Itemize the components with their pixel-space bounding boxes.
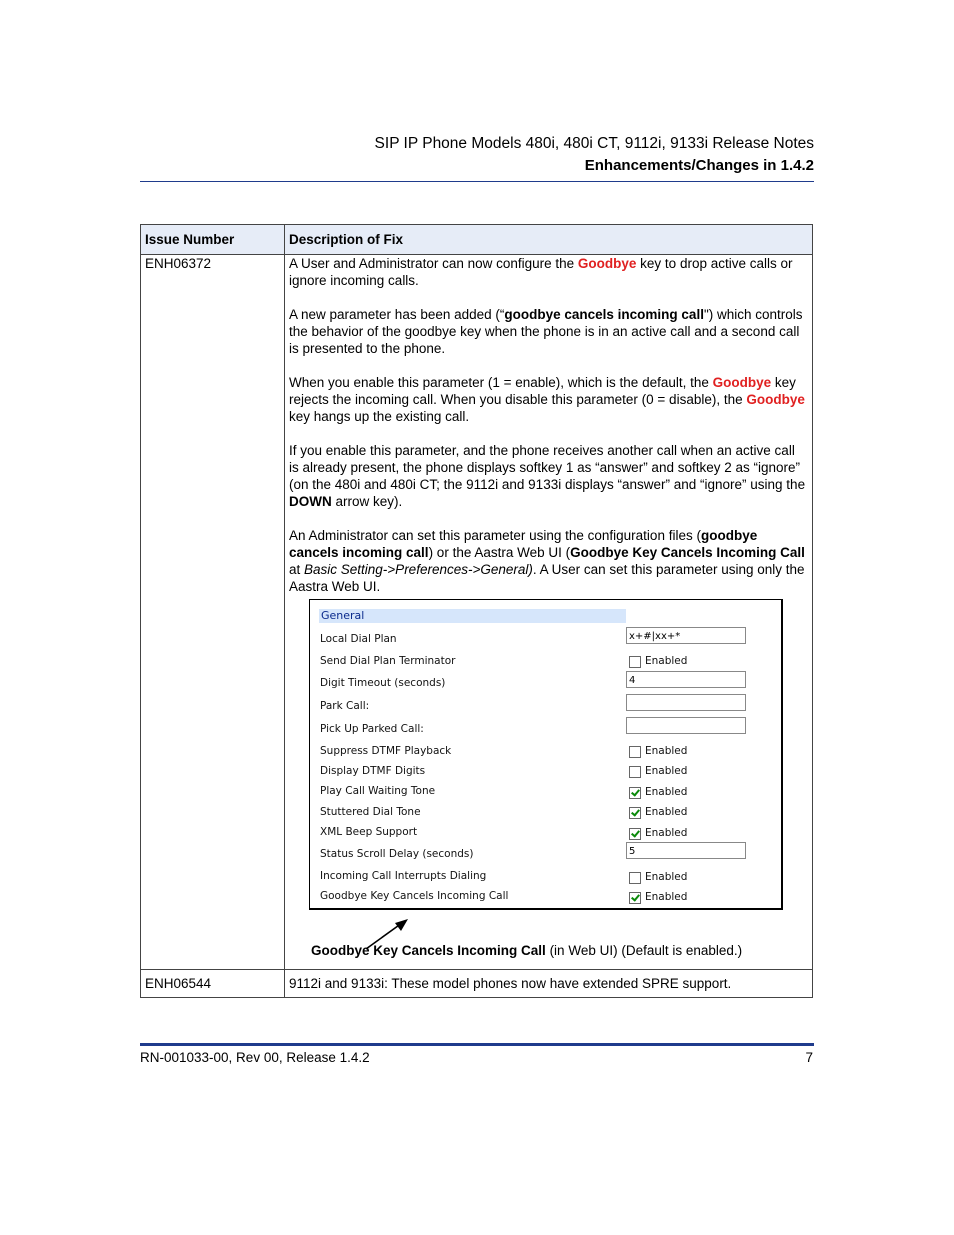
figure-caption: Goodbye Key Cancels Incoming Call (in Web UI) (Default is enabled.): [311, 943, 743, 958]
checkmark-icon: [629, 787, 641, 799]
header-title: SIP IP Phone Models 480i, 480i CT, 9112i, 9133i Release Notes: [374, 135, 814, 152]
paragraph: A User and Administrator can now configure the Goodbye key to drop active calls or ignore incoming calls.: [289, 256, 793, 288]
goodbye-key-text: Goodbye: [746, 392, 805, 407]
checkbox-icon: [629, 656, 641, 668]
play-call-waiting-tone-label: Play Call Waiting Tone: [320, 785, 436, 797]
paragraph: When you enable this parameter (1 = enable), which is the default, the Goodbye key rejects the incoming call. When you disable this parameter (0 = disable), the Goodbye key hangs up the existing call.: [289, 375, 805, 424]
arrow-icon: [364, 918, 416, 952]
header-rule: [140, 181, 814, 182]
suppress-dtmf-playback-label: Suppress DTMF Playback: [320, 745, 452, 757]
display-dtmf-digits-checkbox[interactable]: Enabled: [629, 763, 687, 780]
park-call-input[interactable]: [626, 694, 746, 711]
issue-number-cell: ENH06544: [141, 970, 285, 998]
pick-up-parked-call-label: Pick Up Parked Call:: [320, 723, 424, 735]
goodbye-key-cancels-label: Goodbye Key Cancels Incoming Call: [320, 890, 509, 902]
local-dial-plan-label: Local Dial Plan: [320, 633, 397, 645]
stuttered-dial-tone-checkbox[interactable]: Enabled: [629, 804, 687, 821]
description-cell: [285, 255, 813, 970]
footer-rule: [140, 1043, 814, 1046]
suppress-dtmf-playback-checkbox[interactable]: Enabled: [629, 743, 687, 760]
checkmark-icon: [629, 828, 641, 840]
goodbye-key-text: Goodbye: [712, 375, 772, 390]
pick-up-parked-call-input[interactable]: [626, 717, 746, 734]
table-row: [141, 970, 813, 998]
paragraph: An Administrator can set this parameter using the configuration files (goodbye cancels incoming call) or the Aastra Web UI (Goodbye Key Cancels Incoming Call at Basic Setting->Preferences->General). A User can set this parameter using only the Aastra Web UI.: [289, 528, 805, 594]
play-call-waiting-tone-checkbox[interactable]: Enabled: [629, 784, 687, 801]
status-scroll-delay-input[interactable]: 5: [626, 842, 746, 859]
description-header: Description of Fix: [285, 225, 813, 255]
digit-timeout-label: Digit Timeout (seconds): [320, 677, 446, 689]
park-call-label: Park Call:: [320, 700, 370, 712]
checkbox-icon: [629, 746, 641, 758]
paragraph: A new parameter has been added (“goodbye cancels incoming call") which controls the behavior of the goodbye key when the phone is in an active call and a second call is presented to the phone.: [289, 307, 803, 356]
send-dial-plan-terminator-checkbox[interactable]: Enabled: [629, 653, 687, 670]
checkmark-icon: [629, 892, 641, 904]
display-dtmf-digits-label: Display DTMF Digits: [320, 765, 426, 777]
checkbox-icon: [629, 766, 641, 778]
table-row: [141, 255, 813, 970]
checkmark-icon: [629, 807, 641, 819]
fix-table: [140, 224, 813, 998]
status-scroll-delay-label: Status Scroll Delay (seconds): [320, 848, 474, 860]
xml-beep-support-label: XML Beep Support: [320, 826, 418, 838]
paragraph: If you enable this parameter, and the phone receives another call when an active call is already present, the phone displays softkey 1 as “answer” and softkey 2 as “ignore” (on the 480i and 480i CT; the 9112i and 9133i displays “answer” and “ignore” using the DOWN arrow key).: [289, 443, 806, 509]
description-cell: 9112i and 9133i: These model phones now have extended SPRE support.: [285, 970, 813, 998]
header-subtitle: Enhancements/Changes in 1.4.2: [584, 157, 814, 174]
xml-beep-support-checkbox[interactable]: Enabled: [629, 825, 687, 842]
goodbye-key-cancels-checkbox[interactable]: Enabled: [629, 889, 687, 906]
checkbox-icon: [629, 872, 641, 884]
table-header-row: [141, 225, 813, 255]
digit-timeout-input[interactable]: 4: [626, 671, 746, 688]
webui-screenshot: [309, 599, 783, 910]
incoming-call-interrupts-dialing-checkbox[interactable]: Enabled: [629, 869, 687, 886]
send-dial-plan-terminator-label: Send Dial Plan Terminator: [320, 655, 456, 667]
incoming-call-interrupts-dialing-label: Incoming Call Interrupts Dialing: [320, 870, 487, 882]
page-number: 7: [805, 1050, 813, 1065]
general-section-heading: General: [319, 609, 626, 623]
issue-number-header: Issue Number: [141, 225, 285, 255]
issue-number-cell: ENH06372: [141, 255, 285, 970]
goodbye-key-text: Goodbye: [577, 256, 637, 271]
stuttered-dial-tone-label: Stuttered Dial Tone: [320, 806, 421, 818]
footer-doc-id: RN-001033-00, Rev 00, Release 1.4.2: [140, 1050, 370, 1065]
local-dial-plan-input[interactable]: x+#|xx+*: [626, 627, 746, 644]
